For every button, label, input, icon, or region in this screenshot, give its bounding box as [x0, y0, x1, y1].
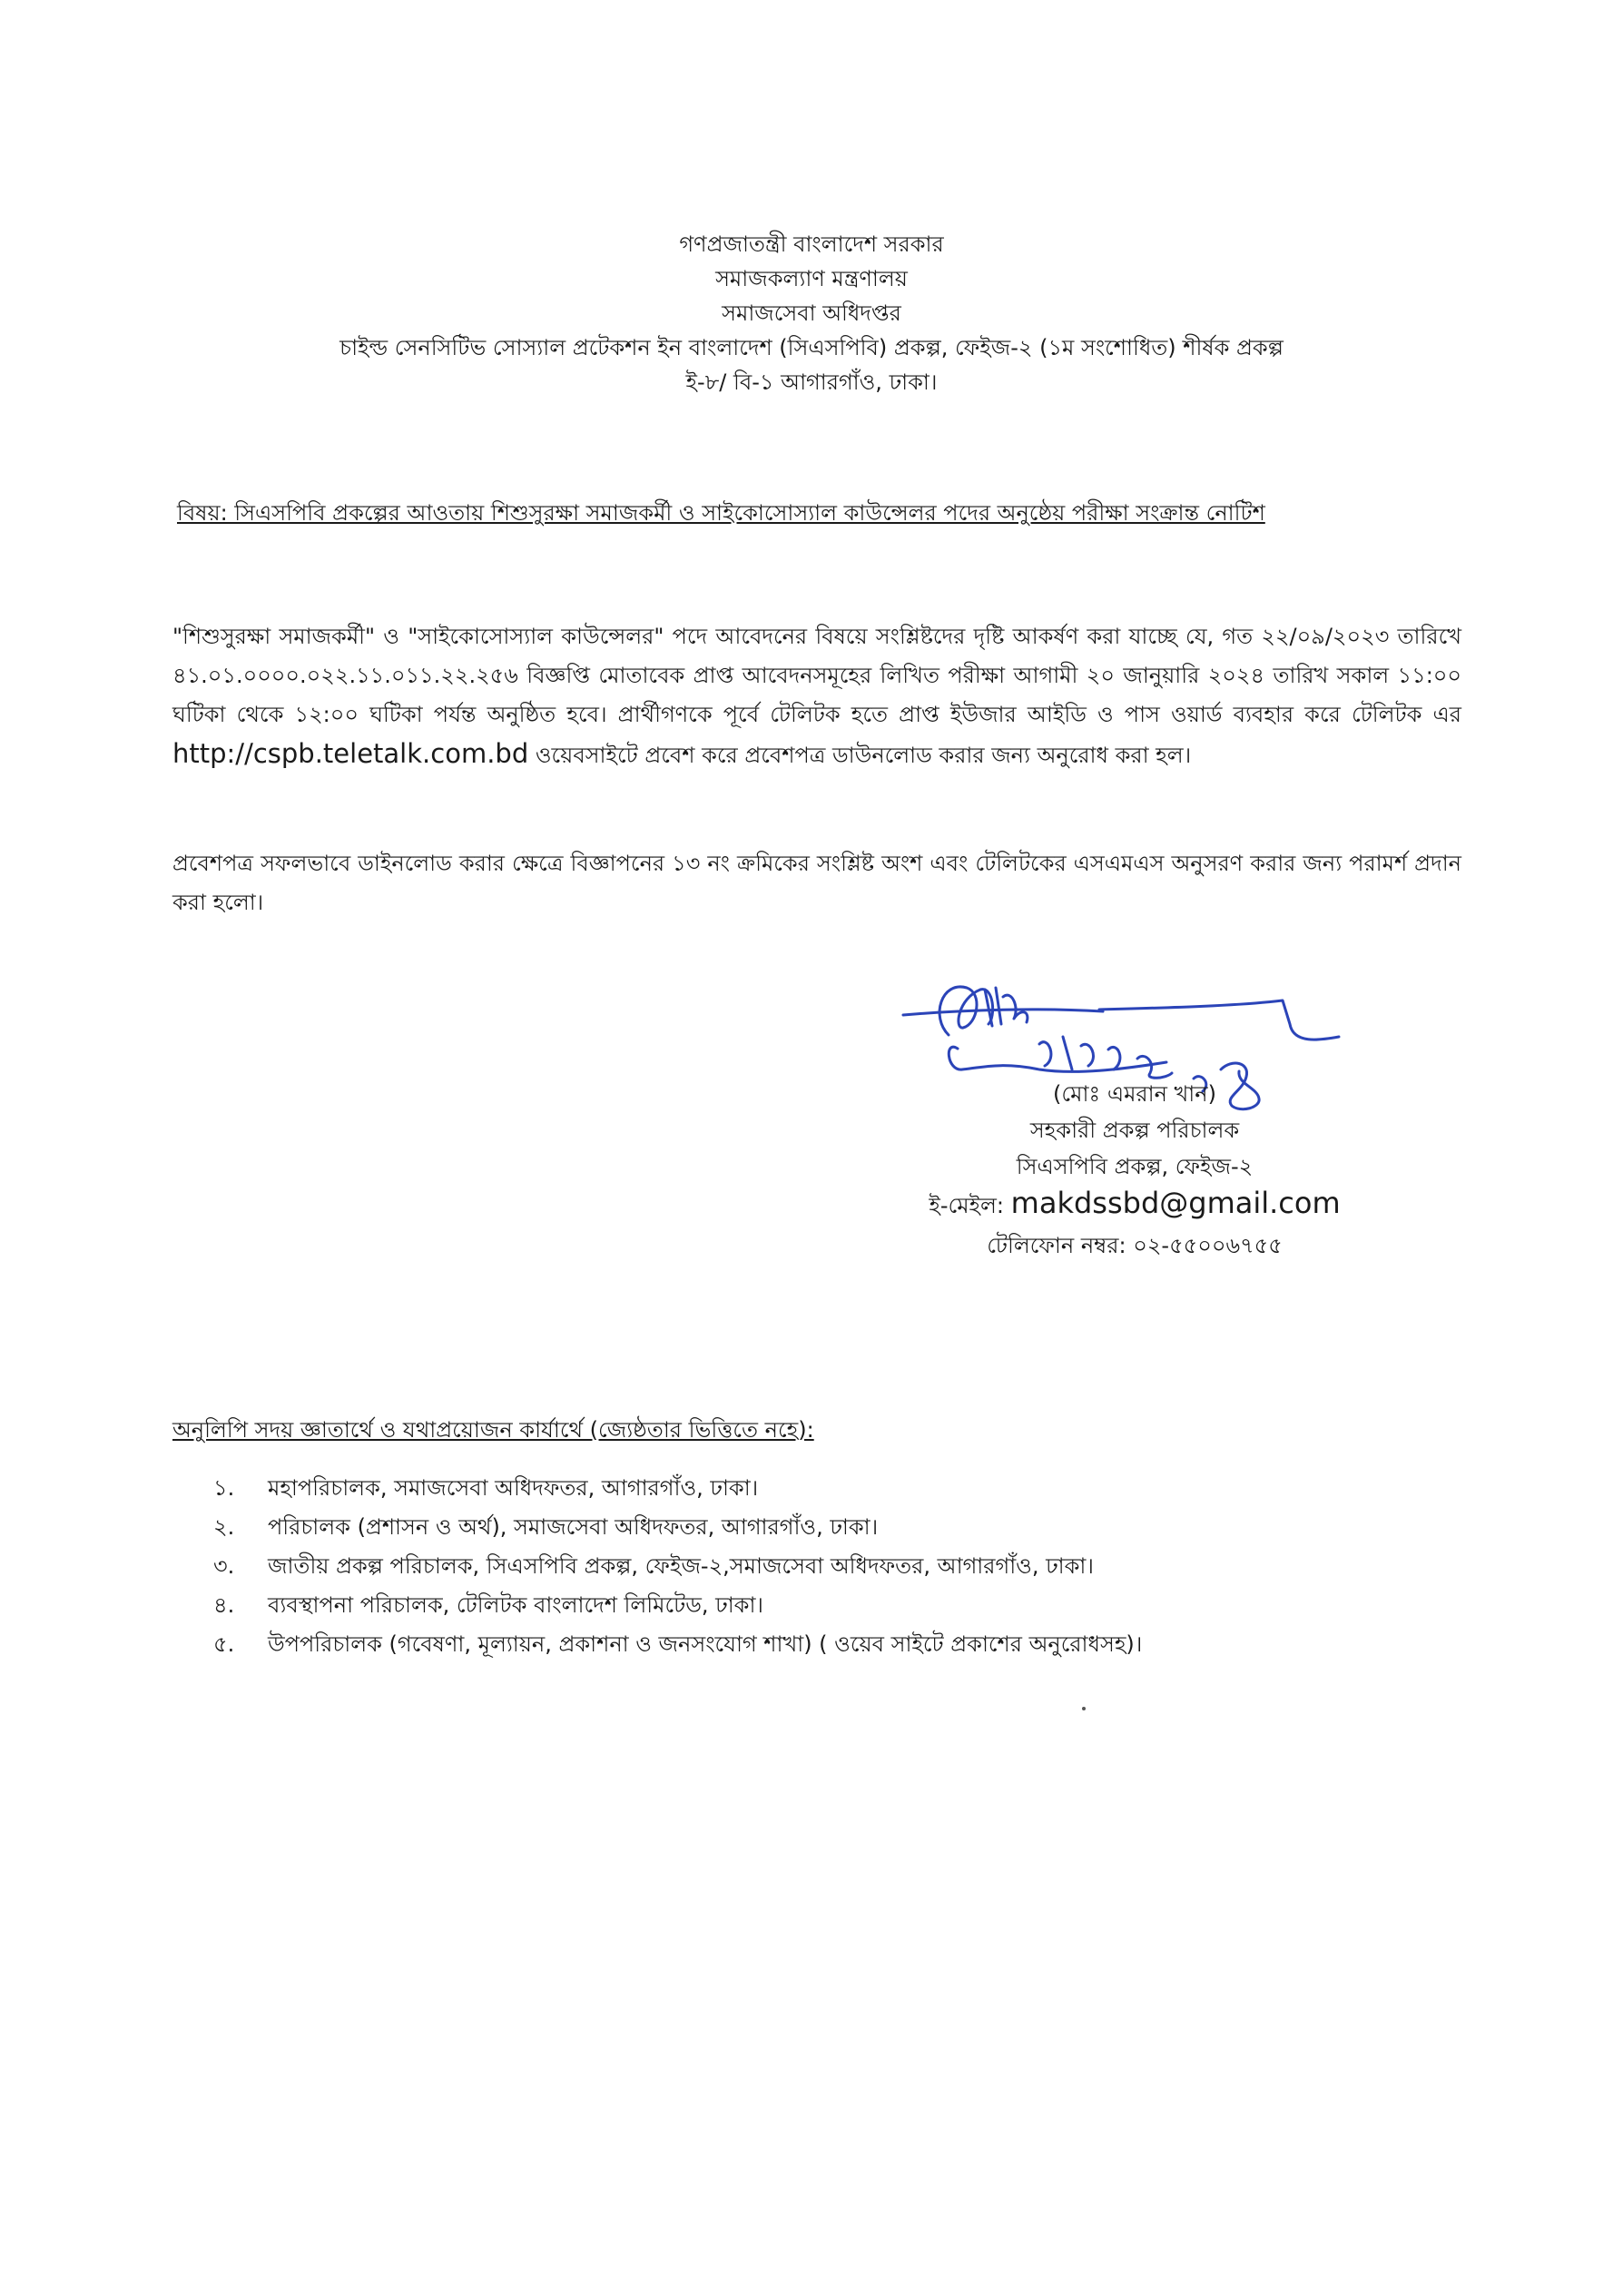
cc-item-text: জাতীয় প্রকল্প পরিচালক, সিএসপিবি প্রকল্প, ফেইজ-২,সমাজসেবা অধিদফতর, আগারগাঁও, ঢাকা।	[268, 1553, 1094, 1579]
email-label: ই-মেইল:	[929, 1193, 1005, 1218]
cc-item-number: ৩.	[213, 1553, 235, 1579]
cc-item	[213, 1469, 1142, 1508]
teletalk-url-link[interactable]: http://cspb.teletalk.com.bd	[172, 738, 529, 769]
body-paragraph-2: প্রবেশপত্র সফলভাবে ডাইনলোড করার ক্ষেত্রে বিজ্ঞাপনের ১৩ নং ক্রমিকের সংশ্লিষ্ট অংশ এবং টেলিটকের এসএমএস অনুসরণ করার জন্য পরামর্শ প্রদান করা হলো।	[172, 851, 1461, 915]
letterhead	[0, 227, 1623, 399]
officer-email-row	[817, 1185, 1452, 1224]
subject-line: বিষয়: সিএসপিবি প্রকল্পের আওতায় শিশুসুরক্ষা সমাজকর্মী ও সাইকোসোস্যাল কাউন্সেলর পদের অনুষ্ঠেয় পরীক্ষা সংক্রান্ত নোটিশ	[177, 500, 1265, 526]
cc-item	[213, 1625, 1142, 1664]
officer-project: সিএসপিবি প্রকল্প, ফেইজ-২	[1016, 1154, 1254, 1179]
header-address: ই-৮/ বি-১ আগারগাঁও, ঢাকা।	[685, 370, 938, 395]
cc-item-text: পরিচালক (প্রশাসন ও অর্থ), সমাজসেবা অধিদফতর, আগারগাঁও, ঢাকা।	[268, 1514, 879, 1540]
signature-block	[817, 1076, 1452, 1264]
cc-item	[213, 1547, 1142, 1586]
para1-text-after-url: ওয়েবসাইটে প্রবেশ করে প্রবেশপত্র ডাউনলোড করার জন্য অনুরোধ করা হল।	[535, 743, 1192, 768]
officer-name: (মোঃ এমরান খান)	[1053, 1081, 1216, 1107]
cc-item-text: মহাপরিচালক, সমাজসেবা অধিদফতর, আগারগাঁও, ঢাকা।	[268, 1475, 759, 1501]
header-project: চাইল্ড সেনসিটিভ সোস্যাল প্রটেকশন ইন বাংলাদেশ (সিএসপিবি) প্রকল্প, ফেইজ-২ (১ম সংশোধিত) শীর্ষক প্রকল্প	[339, 335, 1284, 360]
officer-designation: সহকারী প্রকল্প পরিচালক	[1029, 1118, 1240, 1143]
cc-item-number: ১.	[213, 1475, 235, 1501]
email-address[interactable]: makdssbd@gmail.com	[1010, 1186, 1341, 1220]
scan-speck	[1082, 1707, 1086, 1710]
officer-phone: টেলিফোন নম্বর: ০২-৫৫০০৬৭৫৫	[987, 1233, 1283, 1258]
cc-item-number: ২.	[213, 1514, 235, 1540]
header-department: সমাজসেবা অধিদপ্তর	[722, 301, 901, 326]
header-government: গণপ্রজাতন্ত্রী বাংলাদেশ সরকার	[679, 232, 944, 257]
cc-item	[213, 1586, 1142, 1625]
header-ministry: সমাজকল্যাণ মন্ত্রণালয়	[715, 266, 908, 291]
cc-item-number: ৫.	[213, 1631, 235, 1657]
para1-text-before-url: "শিশুসুরক্ষা সমাজকর্মী" ও "সাইকোসোস্যাল কাউন্সেলর" পদে আবেদনের বিষয়ে সংশ্লিষ্টদের দৃষ্টি আকর্ষণ করা যাচ্ছে যে, গত ২২/০৯/২০২৩ তারিখে ৪১.০১.০০০০.০২২.১১.০১১.২২.২৫৬ বিজ্ঞপ্তি মোতাবেক প্রাপ্ত আবেদনসমূহের লিখিত পরীক্ষা আগামী ২০ জানুয়ারি ২০২৪ তারিখ সকাল ১১:০০ ঘটিকা থেকে ১২:০০ ঘটিকা পর্যন্ত অনুষ্ঠিত হবে। প্রার্থীগণকে পূর্বে টেলিটক হতে প্রাপ্ত ইউজার আইডি ও পাস ওয়ার্ড ব্যবহার করে টেলিটক এর	[172, 624, 1461, 727]
cc-heading: অনুলিপি সদয় জ্ঞাতার্থে ও যথাপ্রয়োজন কার্যার্থে (জ্যেষ্ঠতার ভিত্তিতে নহে):	[172, 1417, 814, 1443]
cc-item-number: ৪.	[213, 1592, 235, 1618]
cc-item	[213, 1508, 1142, 1547]
cc-list	[213, 1469, 1142, 1664]
cc-item-text: ব্যবস্থাপনা পরিচালক, টেলিটক বাংলাদেশ লিমিটেড, ঢাকা।	[268, 1592, 764, 1618]
body-paragraph-1	[172, 617, 1461, 775]
cc-item-text: উপপরিচালক (গবেষণা, মূল্যায়ন, প্রকাশনা ও জনসংযোগ শাখা) ( ওয়েব সাইটে প্রকাশের অনুরোধসহ)।	[268, 1631, 1143, 1657]
